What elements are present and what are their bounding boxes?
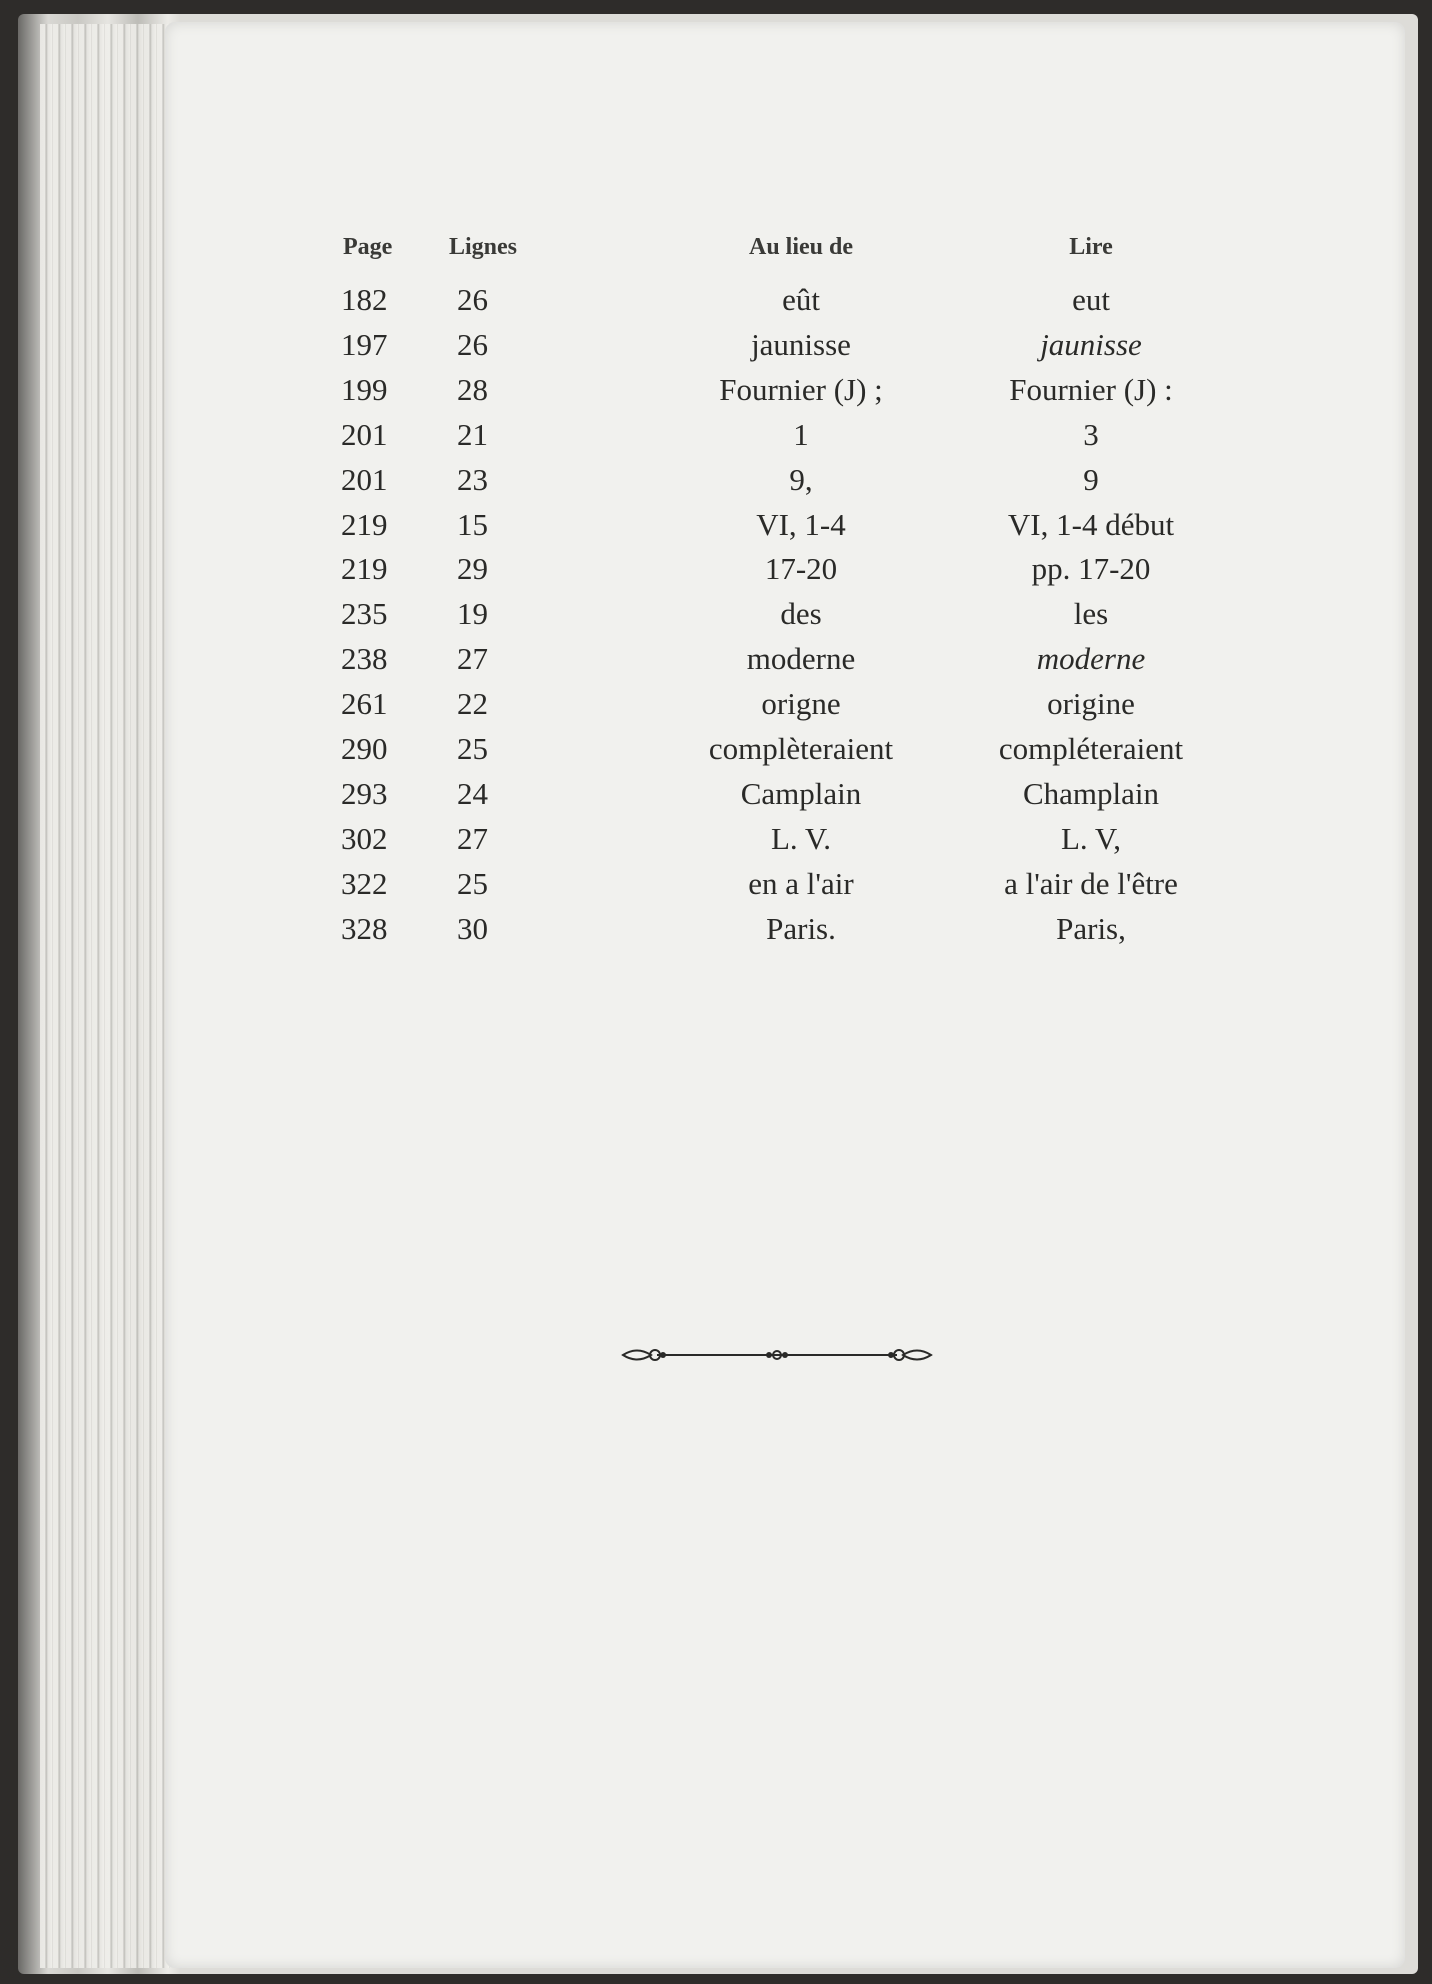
page-edges — [40, 24, 170, 1968]
cell-page: 302 — [341, 820, 388, 856]
cell-page: 201 — [341, 461, 388, 497]
cell-lignes: 26 — [457, 326, 488, 362]
cell-lignes: 23 — [457, 461, 488, 497]
cell-au-lieu-de: origne — [761, 686, 841, 722]
cell-page: 293 — [341, 775, 388, 811]
cell-lire: 9 — [1083, 461, 1099, 497]
cell-page: 201 — [341, 416, 388, 452]
cell-au-lieu-de: jaunisse — [751, 326, 851, 362]
cell-lire: pp. 17-20 — [1031, 551, 1151, 587]
cell-au-lieu-de: eût — [782, 282, 820, 317]
cell-lignes: 25 — [457, 865, 488, 901]
cell-lire: L. V, — [1060, 820, 1122, 856]
cell-lignes: 29 — [457, 551, 488, 587]
header-au-lieu-de: Au lieu de — [748, 234, 853, 260]
cell-lire: Paris, — [1056, 910, 1126, 946]
cell-page: 328 — [341, 910, 388, 946]
cell-lire: jaunisse — [1040, 326, 1142, 362]
cell-au-lieu-de: moderne — [746, 641, 856, 677]
table-row — [341, 592, 1241, 636]
cell-page: 261 — [341, 686, 388, 722]
table-row — [341, 772, 1241, 816]
cell-lire: moderne — [1036, 641, 1146, 677]
cell-lignes: 15 — [457, 506, 488, 542]
cell-page: 219 — [341, 551, 388, 587]
header-page: Page — [343, 234, 393, 260]
cell-lignes: 19 — [457, 596, 488, 632]
table-row — [341, 862, 1241, 906]
cell-lignes: 28 — [457, 371, 488, 407]
cell-au-lieu-de: VI, 1-4 — [756, 506, 846, 542]
table-row — [341, 907, 1241, 951]
cell-lignes: 27 — [457, 641, 488, 677]
cell-page: 197 — [341, 326, 388, 362]
table-row — [341, 278, 1241, 322]
cell-au-lieu-de: Camplain — [740, 775, 862, 811]
cell-lignes: 26 — [457, 282, 488, 317]
cell-lire: origine — [1047, 686, 1135, 722]
table-row — [341, 503, 1241, 547]
cell-page: 238 — [341, 641, 388, 677]
cell-page: 322 — [341, 865, 388, 901]
header-lignes: Lignes — [449, 234, 518, 260]
cell-lire: Champlain — [1022, 775, 1160, 811]
cell-page: 182 — [341, 282, 388, 317]
cell-lignes: 30 — [457, 910, 488, 946]
table-row — [341, 368, 1241, 412]
cell-au-lieu-de: 17-20 — [764, 551, 838, 587]
cell-lignes: 21 — [457, 416, 488, 452]
cell-lire: a l'air de l'être — [1004, 865, 1178, 901]
table-row — [341, 458, 1241, 502]
fleuron-rule-icon — [617, 1340, 937, 1370]
cell-au-lieu-de: Fournier (J) ; — [719, 371, 883, 407]
cell-lignes: 22 — [457, 686, 488, 722]
table-row — [341, 323, 1241, 367]
cell-page: 199 — [341, 371, 388, 407]
table-row — [341, 682, 1241, 726]
header-lire: Lire — [1069, 234, 1113, 260]
table-row — [341, 637, 1241, 681]
cell-lire: 3 — [1083, 416, 1099, 452]
cell-lignes: 25 — [457, 731, 488, 766]
cell-page: 219 — [341, 506, 388, 542]
cell-page: 235 — [341, 596, 388, 632]
cell-au-lieu-de: Paris. — [766, 910, 836, 946]
cell-au-lieu-de: 9, — [789, 461, 813, 497]
cell-lire: les — [1073, 596, 1109, 632]
cell-au-lieu-de: 1 — [793, 416, 809, 452]
cell-page: 290 — [341, 731, 388, 766]
cell-lignes: 27 — [457, 820, 488, 856]
table-row — [341, 727, 1241, 771]
cell-au-lieu-de: des — [780, 596, 822, 632]
cell-lire: eut — [1072, 282, 1110, 317]
cell-lire: Fournier (J) : — [1009, 371, 1173, 407]
cell-au-lieu-de: L. V. — [770, 820, 832, 856]
cell-au-lieu-de: complèteraient — [708, 731, 894, 766]
cell-lire: VI, 1-4 début — [1007, 506, 1175, 542]
table-row — [341, 547, 1241, 591]
table-row — [341, 413, 1241, 457]
cell-lire: compléteraient — [998, 731, 1184, 766]
cell-lignes: 24 — [457, 775, 488, 811]
page — [165, 22, 1405, 1968]
cell-au-lieu-de: en a l'air — [748, 865, 854, 901]
table-row — [341, 817, 1241, 861]
